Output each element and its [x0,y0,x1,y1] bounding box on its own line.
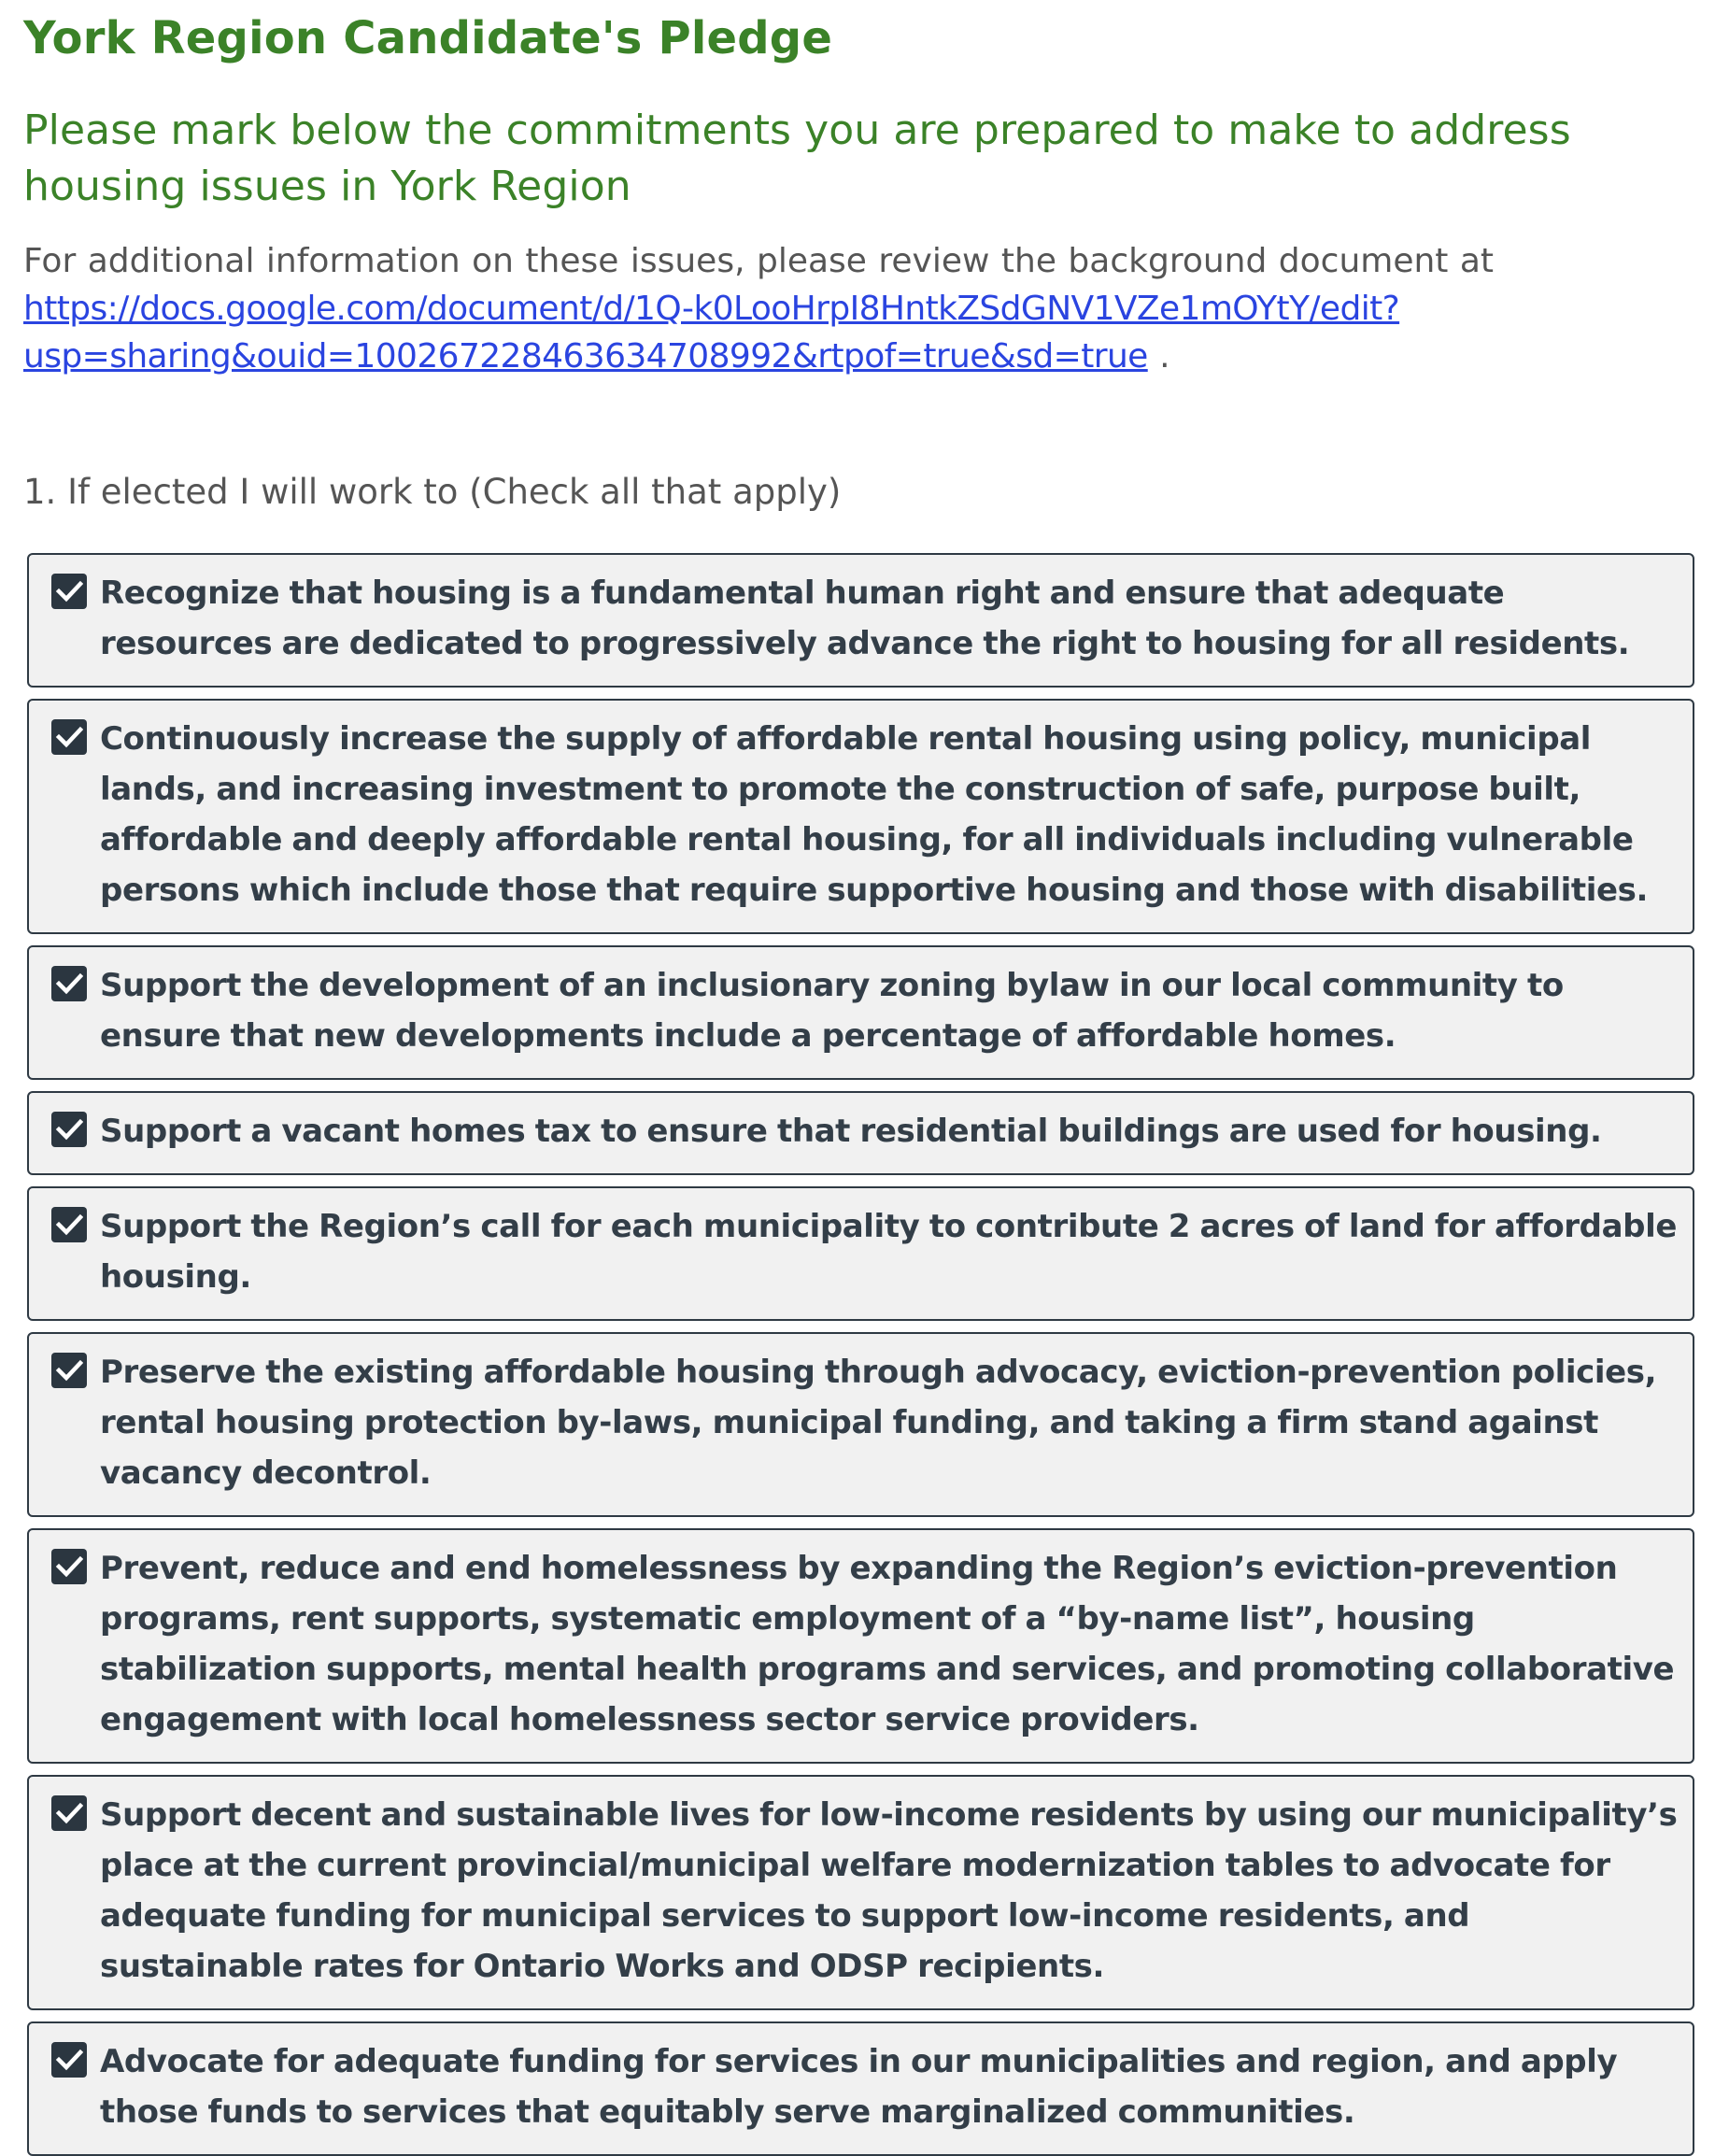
checkbox-option[interactable] [27,1186,1694,1321]
option-label[interactable]: Support the Region’s call for each municipality to contribute 2 acres of land for affordable housing. [100,1208,1677,1296]
question-title: 1. If elected I will work to (Check all that apply) [23,472,842,512]
checkbox-option[interactable] [27,1332,1694,1517]
checkbox-checked[interactable] [51,1207,87,1242]
option-label[interactable]: Continuously increase the supply of affordable rental housing using policy, municipal lands, and increasing investment to promote the construction of safe, purpose built, affordable and deeply affordable rental housing, for all individuals including vulnerable persons which include those that require supportive housing and those with disabilities. [100,720,1649,909]
checkmark-icon [55,2047,83,2073]
checkbox-checked[interactable] [51,2042,87,2078]
description-end: . [1147,337,1170,376]
checkmark-icon [55,971,83,997]
option-label[interactable]: Advocate for adequate funding for services in our municipalities and region, and apply those funds to services that equitably serve marginalized communities. [100,2043,1618,2131]
option-label[interactable]: Preserve the existing affordable housing through advocacy, eviction-prevention policies, rental housing protection by-laws, municipal funding, and taking a firm stand against vacancy decontrol. [100,1354,1657,1492]
checkbox-option[interactable] [27,699,1694,934]
checkbox-option[interactable] [27,1775,1694,2010]
checkmark-icon [55,1116,83,1142]
checkbox-option[interactable] [27,1091,1694,1175]
option-label[interactable]: Recognize that housing is a fundamental human right and ensure that adequate resources are dedicated to progressively advance the right to housing for all residents. [100,574,1630,662]
checkbox-checked[interactable] [51,1112,87,1147]
option-label[interactable]: Prevent, reduce and end homelessness by expanding the Region’s eviction-prevention programs, rent supports, systematic employment of a “by-name list”, housing stabilization supports, mental health programs and services, and promoting collaborative engagement with local homelessness sector service providers. [100,1550,1675,1738]
checkmark-icon [55,1212,83,1238]
link-line-2[interactable]: usp=sharing&ouid=100267228463634708992&rtpof=true&sd=true [23,337,1148,376]
checkmark-icon [55,1800,83,1826]
checkbox-checked[interactable] [51,574,87,609]
checkbox-option[interactable] [27,1528,1694,1764]
link-line-1[interactable]: https://docs.google.com/document/d/1Q-k0LooHrpI8HntkZSdGNV1VZe1mOYtY/edit? [23,290,1400,328]
background-document-link[interactable] [23,290,1399,376]
checkbox-option[interactable] [27,945,1694,1080]
description-text: For additional information on these issues, please review the background document at [23,242,1495,280]
option-label[interactable]: Support a vacant homes tax to ensure that residential buildings are used for housing. [100,1113,1602,1150]
page-description [23,237,1692,380]
survey-title: York Region Candidate's Pledge [23,12,833,64]
checkmark-icon [55,578,83,604]
checkbox-option[interactable] [27,553,1694,688]
option-label[interactable]: Support decent and sustainable lives for low-income residents by using our municipality’s place at the current provincial/municipal welfare modernization tables to advocate for adequate funding for municipal services to support low-income residents, and sustainable rates for Ontario Works and ODSP recipients. [100,1796,1678,1985]
option-label[interactable]: Support the development of an inclusionary zoning bylaw in our local community to ensure that new developments include a percentage of affordable homes. [100,967,1564,1055]
page-heading: Please mark below the commitments you are prepared to make to address housing issues in York Region [23,106,1571,210]
checkbox-checked[interactable] [51,719,87,755]
checkmark-icon [55,1553,83,1580]
checkbox-checked[interactable] [51,1549,87,1584]
checkbox-checked[interactable] [51,1795,87,1831]
checkmark-icon [55,1357,83,1383]
checkbox-checked[interactable] [51,966,87,1001]
checkbox-option[interactable] [27,2021,1694,2156]
checkbox-checked[interactable] [51,1353,87,1388]
checkmark-icon [55,724,83,750]
checkbox-option-list [23,553,1692,2156]
